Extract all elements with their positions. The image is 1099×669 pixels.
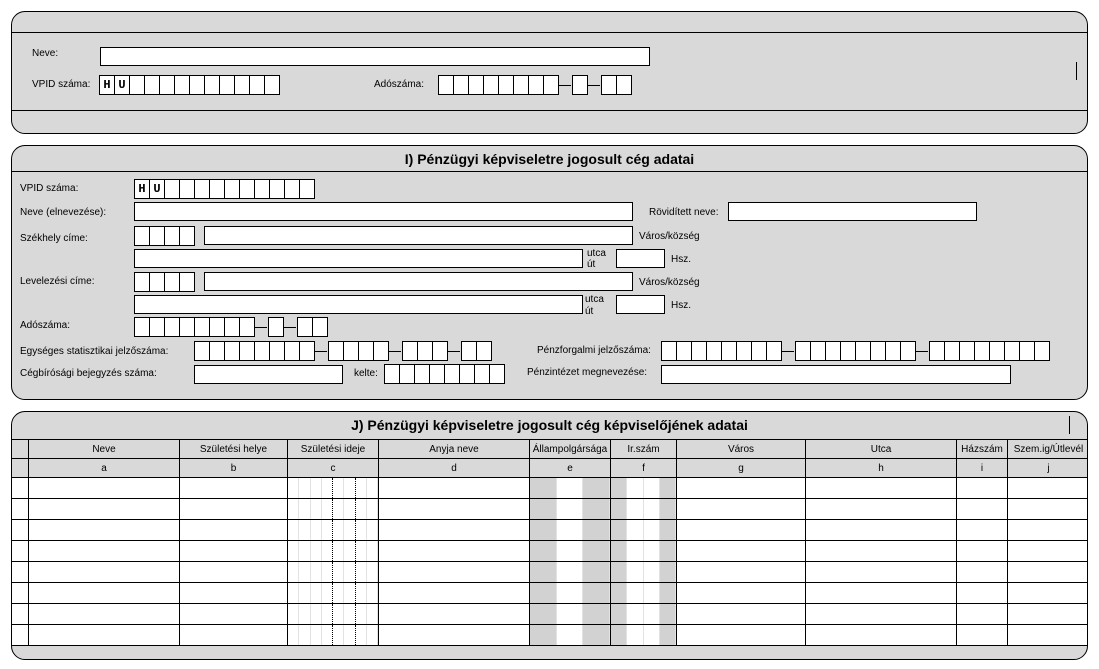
vpid-boxes[interactable] [99, 75, 279, 95]
cell-citizenship[interactable] [530, 604, 611, 625]
table-row [12, 604, 1089, 625]
cell-house[interactable] [957, 625, 1008, 646]
i-bank-name-label: Pénzintézet megnevezése: [527, 367, 648, 378]
cell-mother-name[interactable] [379, 562, 530, 583]
cell-city[interactable] [677, 478, 806, 499]
cell-mother-name[interactable] [379, 499, 530, 520]
cell-citizenship[interactable] [530, 625, 611, 646]
col-letter-d: d [379, 459, 530, 478]
cell-mother-name[interactable] [379, 625, 530, 646]
cell-mother-name[interactable] [379, 583, 530, 604]
cell-citizenship[interactable] [530, 541, 611, 562]
cell-birthplace[interactable] [180, 499, 288, 520]
cell-street[interactable] [806, 520, 957, 541]
col-header-citizenship: Állampolgársága [530, 440, 611, 459]
col-letter-g: g [677, 459, 806, 478]
i-court-field[interactable] [194, 365, 343, 384]
cell-birthdate[interactable] [288, 604, 379, 625]
cell-id[interactable] [1008, 541, 1089, 562]
cell-citizenship[interactable] [530, 499, 611, 520]
text-cursor-icon-2 [1069, 416, 1070, 434]
cell-birthdate[interactable] [288, 562, 379, 583]
cell-name[interactable] [29, 478, 180, 499]
i-mail-zip-boxes[interactable] [134, 272, 194, 292]
col-letter-a: a [29, 459, 180, 478]
cell-street[interactable] [806, 583, 957, 604]
cell-mother-name[interactable] [379, 478, 530, 499]
table-header-row [12, 440, 1089, 459]
i-short-name-label: Rövidített neve: [649, 207, 719, 218]
cell-id[interactable] [1008, 625, 1089, 646]
bottom-divider [12, 110, 1087, 111]
cell-city[interactable] [677, 562, 806, 583]
col-letter-c: c [288, 459, 379, 478]
section-i-title-rule [12, 171, 1087, 172]
i-street-label-2: út [587, 259, 596, 270]
cell-zip[interactable] [611, 625, 677, 646]
cell-house[interactable] [957, 499, 1008, 520]
cell-name[interactable] [29, 562, 180, 583]
text-cursor-icon [1076, 62, 1077, 80]
cell-birthdate[interactable] [288, 541, 379, 562]
i-house-label: Hsz. [671, 254, 691, 265]
cell-birthplace[interactable] [180, 478, 288, 499]
i-mail-city-field[interactable] [204, 272, 633, 291]
cell-house[interactable] [957, 478, 1008, 499]
i-seat-zip-boxes[interactable] [134, 226, 194, 246]
i-bank-label: Pénzforgalmi jelzőszáma: [537, 345, 651, 356]
col-header-street: Utca [806, 440, 957, 459]
i-tax-boxes[interactable] [134, 317, 327, 337]
i-seat-street-field[interactable] [134, 249, 583, 268]
table-row [12, 520, 1089, 541]
col-letter-b: b [180, 459, 288, 478]
taxpayer-panel [11, 11, 1088, 134]
cell-city[interactable] [677, 583, 806, 604]
tax-label: Adószáma: [374, 79, 425, 90]
cell-zip[interactable] [611, 478, 677, 499]
i-mail-label: Levelezési címe: [20, 276, 95, 287]
i-vpid-prefix-u: U [149, 179, 165, 199]
cell-street[interactable] [806, 625, 957, 646]
cell-house[interactable] [957, 562, 1008, 583]
representatives-table [11, 439, 1088, 646]
col-header-id: Szem.ig/Útlevél [1008, 440, 1089, 459]
table-body [12, 478, 1089, 646]
cell-house[interactable] [957, 520, 1008, 541]
cell-birthdate[interactable] [288, 520, 379, 541]
cell-name[interactable] [29, 520, 180, 541]
cell-mother-name[interactable] [379, 520, 530, 541]
vpid-prefix-u: U [114, 75, 130, 95]
cell-citizenship[interactable] [530, 520, 611, 541]
i-name-field[interactable] [134, 202, 633, 221]
col-letter-f: f [611, 459, 677, 478]
cell-name[interactable] [29, 541, 180, 562]
i-short-name-field[interactable] [728, 202, 977, 221]
cell-citizenship[interactable] [530, 562, 611, 583]
top-divider [12, 32, 1087, 33]
cell-birthplace[interactable] [180, 562, 288, 583]
name-label: Neve: [32, 48, 59, 59]
vpid-prefix-h: H [99, 75, 115, 95]
name-field[interactable] [100, 47, 650, 66]
i-mail-city-label: Város/község [639, 277, 700, 288]
col-header-name: Neve [29, 440, 180, 459]
cell-birthplace[interactable] [180, 541, 288, 562]
i-vpid-boxes[interactable] [134, 179, 314, 199]
i-mail-street-label-2: út [585, 306, 594, 317]
i-tax-label: Adószáma: [20, 320, 71, 331]
cell-zip[interactable] [611, 541, 677, 562]
cell-id[interactable] [1008, 478, 1089, 499]
cell-citizenship[interactable] [530, 583, 611, 604]
cell-birthplace[interactable] [180, 625, 288, 646]
col-letter-i: i [957, 459, 1008, 478]
i-stat-boxes[interactable] [194, 341, 491, 361]
cell-birthdate[interactable] [288, 583, 379, 604]
i-mail-street-field[interactable] [134, 295, 583, 314]
cell-id[interactable] [1008, 583, 1089, 604]
cell-house[interactable] [957, 541, 1008, 562]
i-street-label-1: utca [587, 248, 606, 259]
i-name-label: Neve (elnevezése): [20, 207, 107, 218]
cell-zip[interactable] [611, 499, 677, 520]
section-j-title: J) Pénzügyi képviseletre jogosult cég képviselőjének adatai [351, 417, 748, 433]
cell-city[interactable] [677, 499, 806, 520]
table-row [12, 541, 1089, 562]
col-header-city: Város [677, 440, 806, 459]
cell-name[interactable] [29, 625, 180, 646]
i-mail-house-label: Hsz. [671, 300, 691, 311]
cell-zip[interactable] [611, 604, 677, 625]
table-letter-row [12, 459, 1089, 478]
i-mail-house-field[interactable] [616, 295, 665, 314]
table-row [12, 625, 1089, 646]
vpid-label: VPID száma: [32, 79, 91, 90]
cell-id[interactable] [1008, 604, 1089, 625]
table-row [12, 583, 1089, 604]
section-i-panel [11, 145, 1088, 400]
table-row [12, 478, 1089, 499]
cell-birthdate[interactable] [288, 478, 379, 499]
cell-street[interactable] [806, 562, 957, 583]
tax-boxes[interactable] [438, 75, 631, 95]
cell-street[interactable] [806, 604, 957, 625]
i-seat-city-field[interactable] [204, 226, 633, 245]
cell-birthplace[interactable] [180, 583, 288, 604]
cell-id[interactable] [1008, 499, 1089, 520]
cell-birthdate[interactable] [288, 625, 379, 646]
cell-birthplace[interactable] [180, 604, 288, 625]
table-row [12, 562, 1089, 583]
cell-name[interactable] [29, 583, 180, 604]
col-letter-e: e [530, 459, 611, 478]
table-row [12, 499, 1089, 520]
i-date-label: kelte: [354, 368, 378, 379]
i-seat-house-field[interactable] [616, 249, 665, 268]
i-bank-boxes[interactable] [661, 341, 1049, 361]
i-city-label: Város/község [639, 231, 700, 242]
cell-name[interactable] [29, 499, 180, 520]
i-vpid-prefix-h: H [134, 179, 150, 199]
cell-zip[interactable] [611, 562, 677, 583]
col-header-birthdate: Születési ideje [288, 440, 379, 459]
i-seat-label: Székhely címe: [20, 233, 88, 244]
cell-birthdate[interactable] [288, 499, 379, 520]
col-header-zip: Ir.szám [611, 440, 677, 459]
cell-house[interactable] [957, 583, 1008, 604]
cell-mother-name[interactable] [379, 541, 530, 562]
i-bank-name-field[interactable] [661, 365, 1011, 384]
i-court-label: Cégbírósági bejegyzés száma: [20, 368, 157, 379]
i-date-boxes[interactable] [384, 364, 504, 384]
cell-house[interactable] [957, 604, 1008, 625]
cell-id[interactable] [1008, 520, 1089, 541]
col-letter-j: j [1008, 459, 1089, 478]
col-header-birthplace: Születési helye [180, 440, 288, 459]
cell-street[interactable] [806, 478, 957, 499]
cell-city[interactable] [677, 520, 806, 541]
cell-city[interactable] [677, 625, 806, 646]
cell-zip[interactable] [611, 520, 677, 541]
col-header-house: Házszám [957, 440, 1008, 459]
cell-mother-name[interactable] [379, 604, 530, 625]
i-mail-street-label-1: utca [585, 294, 604, 305]
cell-id[interactable] [1008, 562, 1089, 583]
col-header-mother-name: Anyja neve [379, 440, 530, 459]
section-j-panel [11, 411, 1088, 660]
section-i-title: I) Pénzügyi képviseletre jogosult cég adatai [404, 151, 695, 167]
cell-name[interactable] [29, 604, 180, 625]
cell-street[interactable] [806, 499, 957, 520]
cell-street[interactable] [806, 541, 957, 562]
col-letter-h: h [806, 459, 957, 478]
cell-city[interactable] [677, 604, 806, 625]
cell-citizenship[interactable] [530, 478, 611, 499]
cell-zip[interactable] [611, 583, 677, 604]
i-stat-label: Egységes statisztikai jelzőszáma: [20, 346, 169, 357]
i-vpid-label: VPID száma: [20, 183, 79, 194]
cell-city[interactable] [677, 541, 806, 562]
cell-birthplace[interactable] [180, 520, 288, 541]
